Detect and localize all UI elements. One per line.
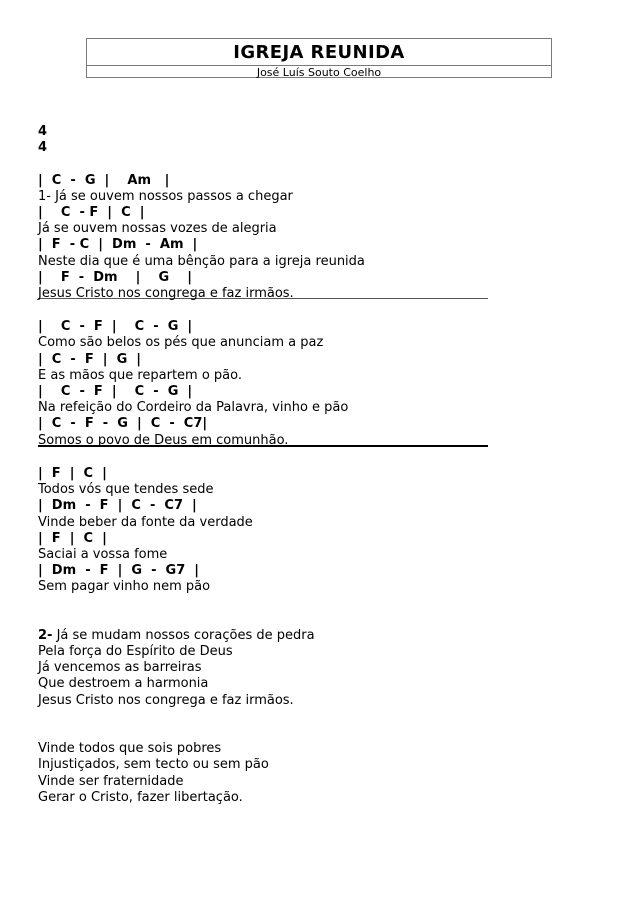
lyric-line: Vinde ser fraternidade (38, 773, 184, 789)
lyric-line: Na refeição do Cordeiro da Palavra, vinho e pão (38, 400, 349, 416)
song-author: José Luís Souto Coelho (256, 66, 382, 79)
lyric-line: Vinde todos que sois pobres (38, 741, 222, 757)
lyric-line: Sem pagar vinho nem pão (38, 579, 211, 595)
chord-line: | C - F - G | C - C7| (38, 416, 208, 432)
song-body (38, 124, 598, 806)
lyric-line: Saciai a vossa fome (38, 546, 168, 562)
chord-line: | F - Dm | G | (38, 269, 193, 285)
verse-2 (38, 628, 598, 709)
verse-3 (38, 741, 598, 806)
spacer (38, 156, 598, 172)
chord-line: | C - F | C | (38, 204, 145, 220)
lyric-line: Jesus Cristo nos congrega e faz irmãos. (38, 285, 294, 301)
spacer (38, 303, 598, 319)
spacer (38, 612, 598, 628)
lyric-line: Já se mudam nossos corações de pedra (52, 627, 315, 643)
title-box (86, 38, 552, 78)
lyric-line: Neste dia que é uma bênção para a igreja reunida (38, 253, 365, 269)
chord-line: | C - F | C - G | (38, 319, 193, 335)
lyric-line: Todos vós que tendes sede (38, 482, 214, 498)
lyric-line: E as mãos que repartem o pão. (38, 367, 243, 383)
verse-2-first-line (38, 628, 598, 644)
lyric-line: 1- Já se ouvem nossos passos a chegar (38, 188, 293, 204)
chord-line: | F | C | (38, 465, 107, 481)
lyric-line: Vinde beber da fonte da verdade (38, 514, 253, 530)
spacer (38, 450, 598, 466)
spacer (38, 709, 598, 725)
spacer (38, 595, 598, 611)
time-signature-bottom: 4 (38, 140, 48, 156)
lyric-line: Pela força do Espírito de Deus (38, 644, 233, 659)
chord-line: | C - F | G | (38, 351, 142, 367)
song-title: IGREJA REUNIDA (87, 39, 551, 66)
lyric-line: Já vencemos as barreiras (38, 660, 202, 676)
verse-number: 2- (38, 627, 53, 643)
chord-line: | F | C | (38, 530, 107, 546)
chord-line: | Dm - F | C - C7 | (38, 498, 197, 514)
chorded-sections (38, 173, 598, 596)
lyric-line: Como são belos os pés que anunciam a paz (38, 335, 324, 351)
lyric-line: Jesus Cristo nos congrega e faz irmãos. (38, 692, 294, 708)
chord-line: | C - F | C - G | (38, 384, 193, 399)
chord-line: | F - C | Dm - Am | (38, 237, 198, 253)
spacer (38, 725, 598, 741)
chord-line: | C - G | Am | (38, 172, 170, 188)
lyric-line: Somos o povo de Deus em comunhão. (38, 432, 289, 448)
lyric-line: Já se ouvem nossas vozes de alegria (38, 221, 277, 237)
time-signature-top: 4 (38, 124, 48, 139)
lyric-line: Que destroem a harmonia (38, 676, 209, 692)
lyric-line: Injustiçados, sem tecto ou sem pão (38, 757, 269, 773)
chord-line: | Dm - F | G - G7 | (38, 563, 200, 579)
lyric-line: Gerar o Cristo, fazer libertação. (38, 789, 243, 805)
